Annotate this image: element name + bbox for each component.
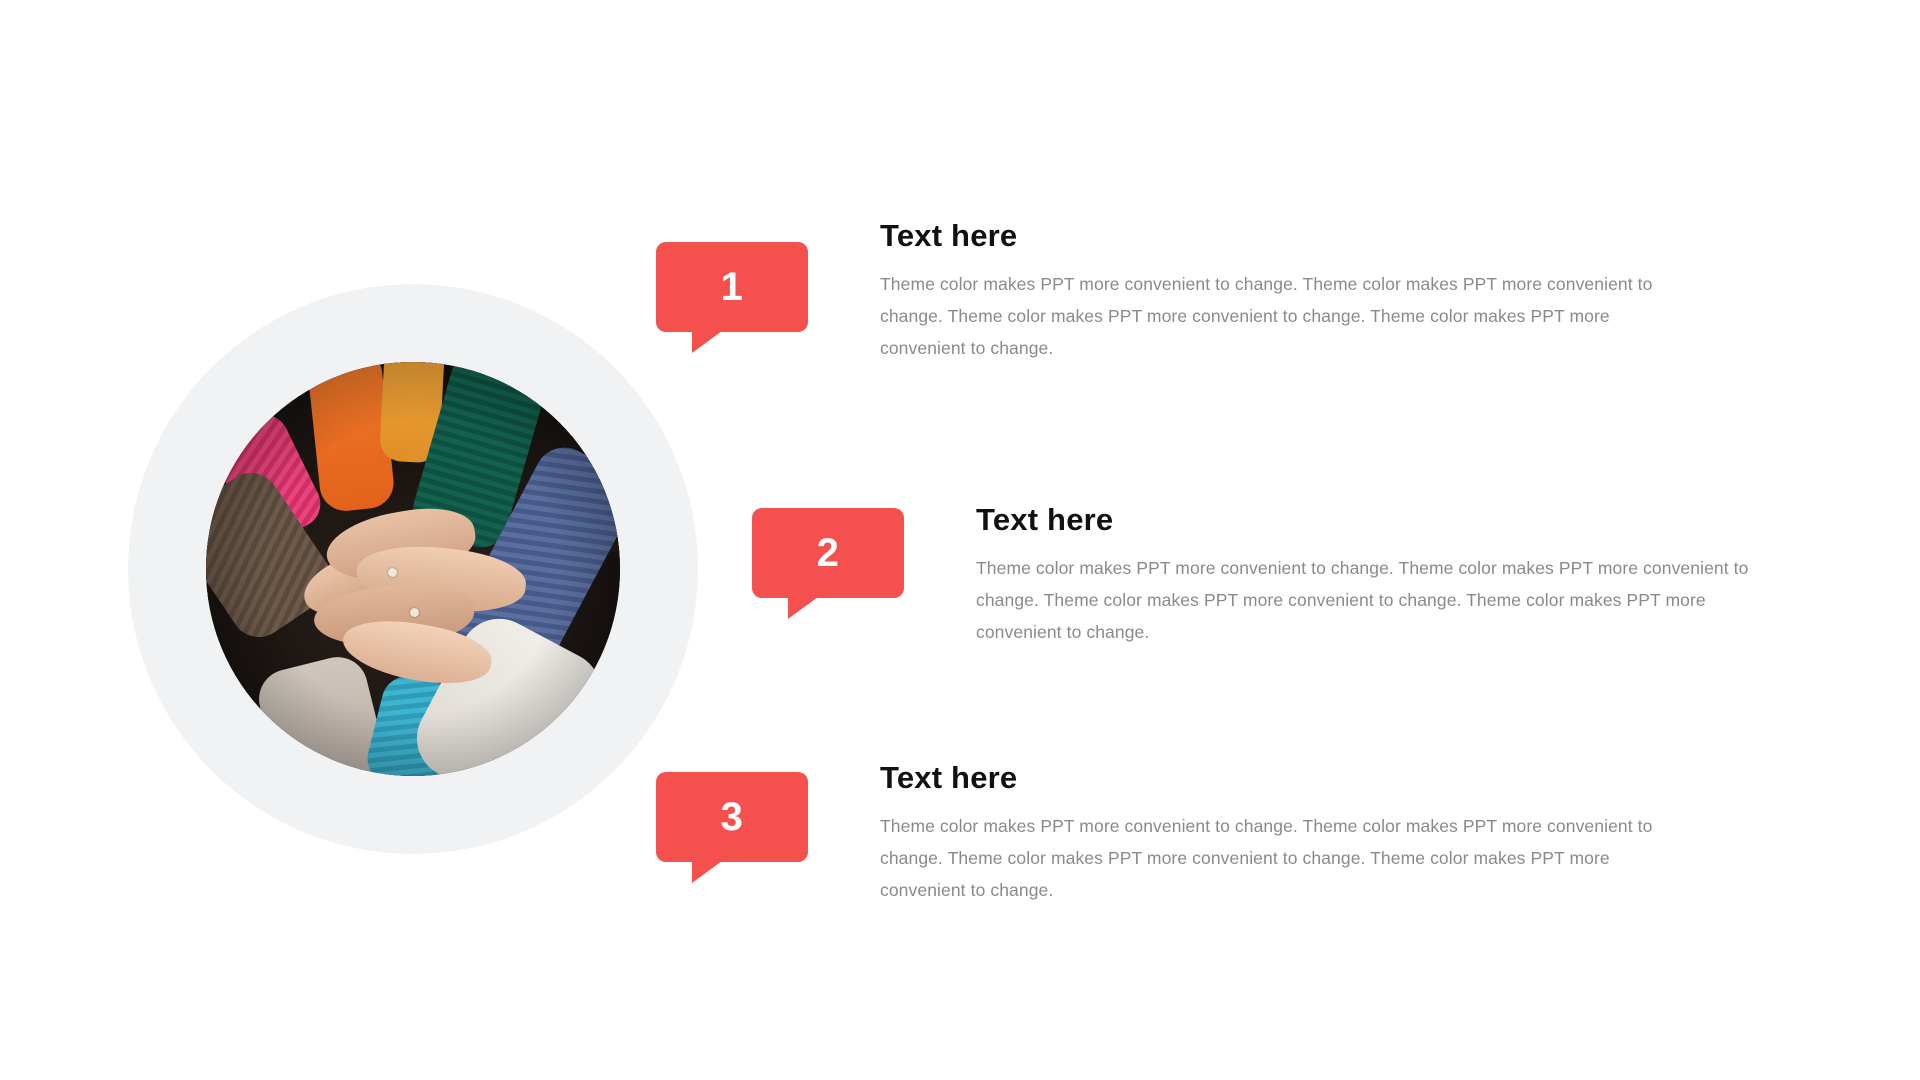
item-body-1: Theme color makes PPT more convenient to change. Theme color makes PPT more convenient to change. Theme color makes PPT more convenient to change. Theme color makes PPT more convenient to change. — [880, 274, 1653, 358]
photo-composition — [128, 284, 698, 854]
text-block-1 — [880, 218, 1670, 364]
text-block-3 — [880, 760, 1670, 906]
number-badge-2 — [752, 508, 904, 598]
item-heading-3: Text here — [880, 760, 1018, 795]
number-badge-3 — [656, 772, 808, 862]
number-badge-label-1: 1 — [720, 264, 744, 309]
number-badge-label-2: 2 — [816, 530, 840, 575]
photo-circle-image — [206, 362, 620, 776]
number-badge-1 — [656, 242, 808, 332]
number-badge-label-3: 3 — [720, 794, 744, 839]
text-block-2 — [976, 502, 1766, 648]
item-body-2: Theme color makes PPT more convenient to change. Theme color makes PPT more convenient to change. Theme color makes PPT more convenient to change. Theme color makes PPT more convenient to change. — [976, 558, 1749, 642]
item-heading-2: Text here — [976, 502, 1114, 537]
item-heading-1: Text here — [880, 218, 1018, 253]
item-body-3: Theme color makes PPT more convenient to change. Theme color makes PPT more convenient to change. Theme color makes PPT more convenient to change. Theme color makes PPT more convenient to change. — [880, 816, 1653, 900]
photo-vignette — [206, 362, 620, 776]
